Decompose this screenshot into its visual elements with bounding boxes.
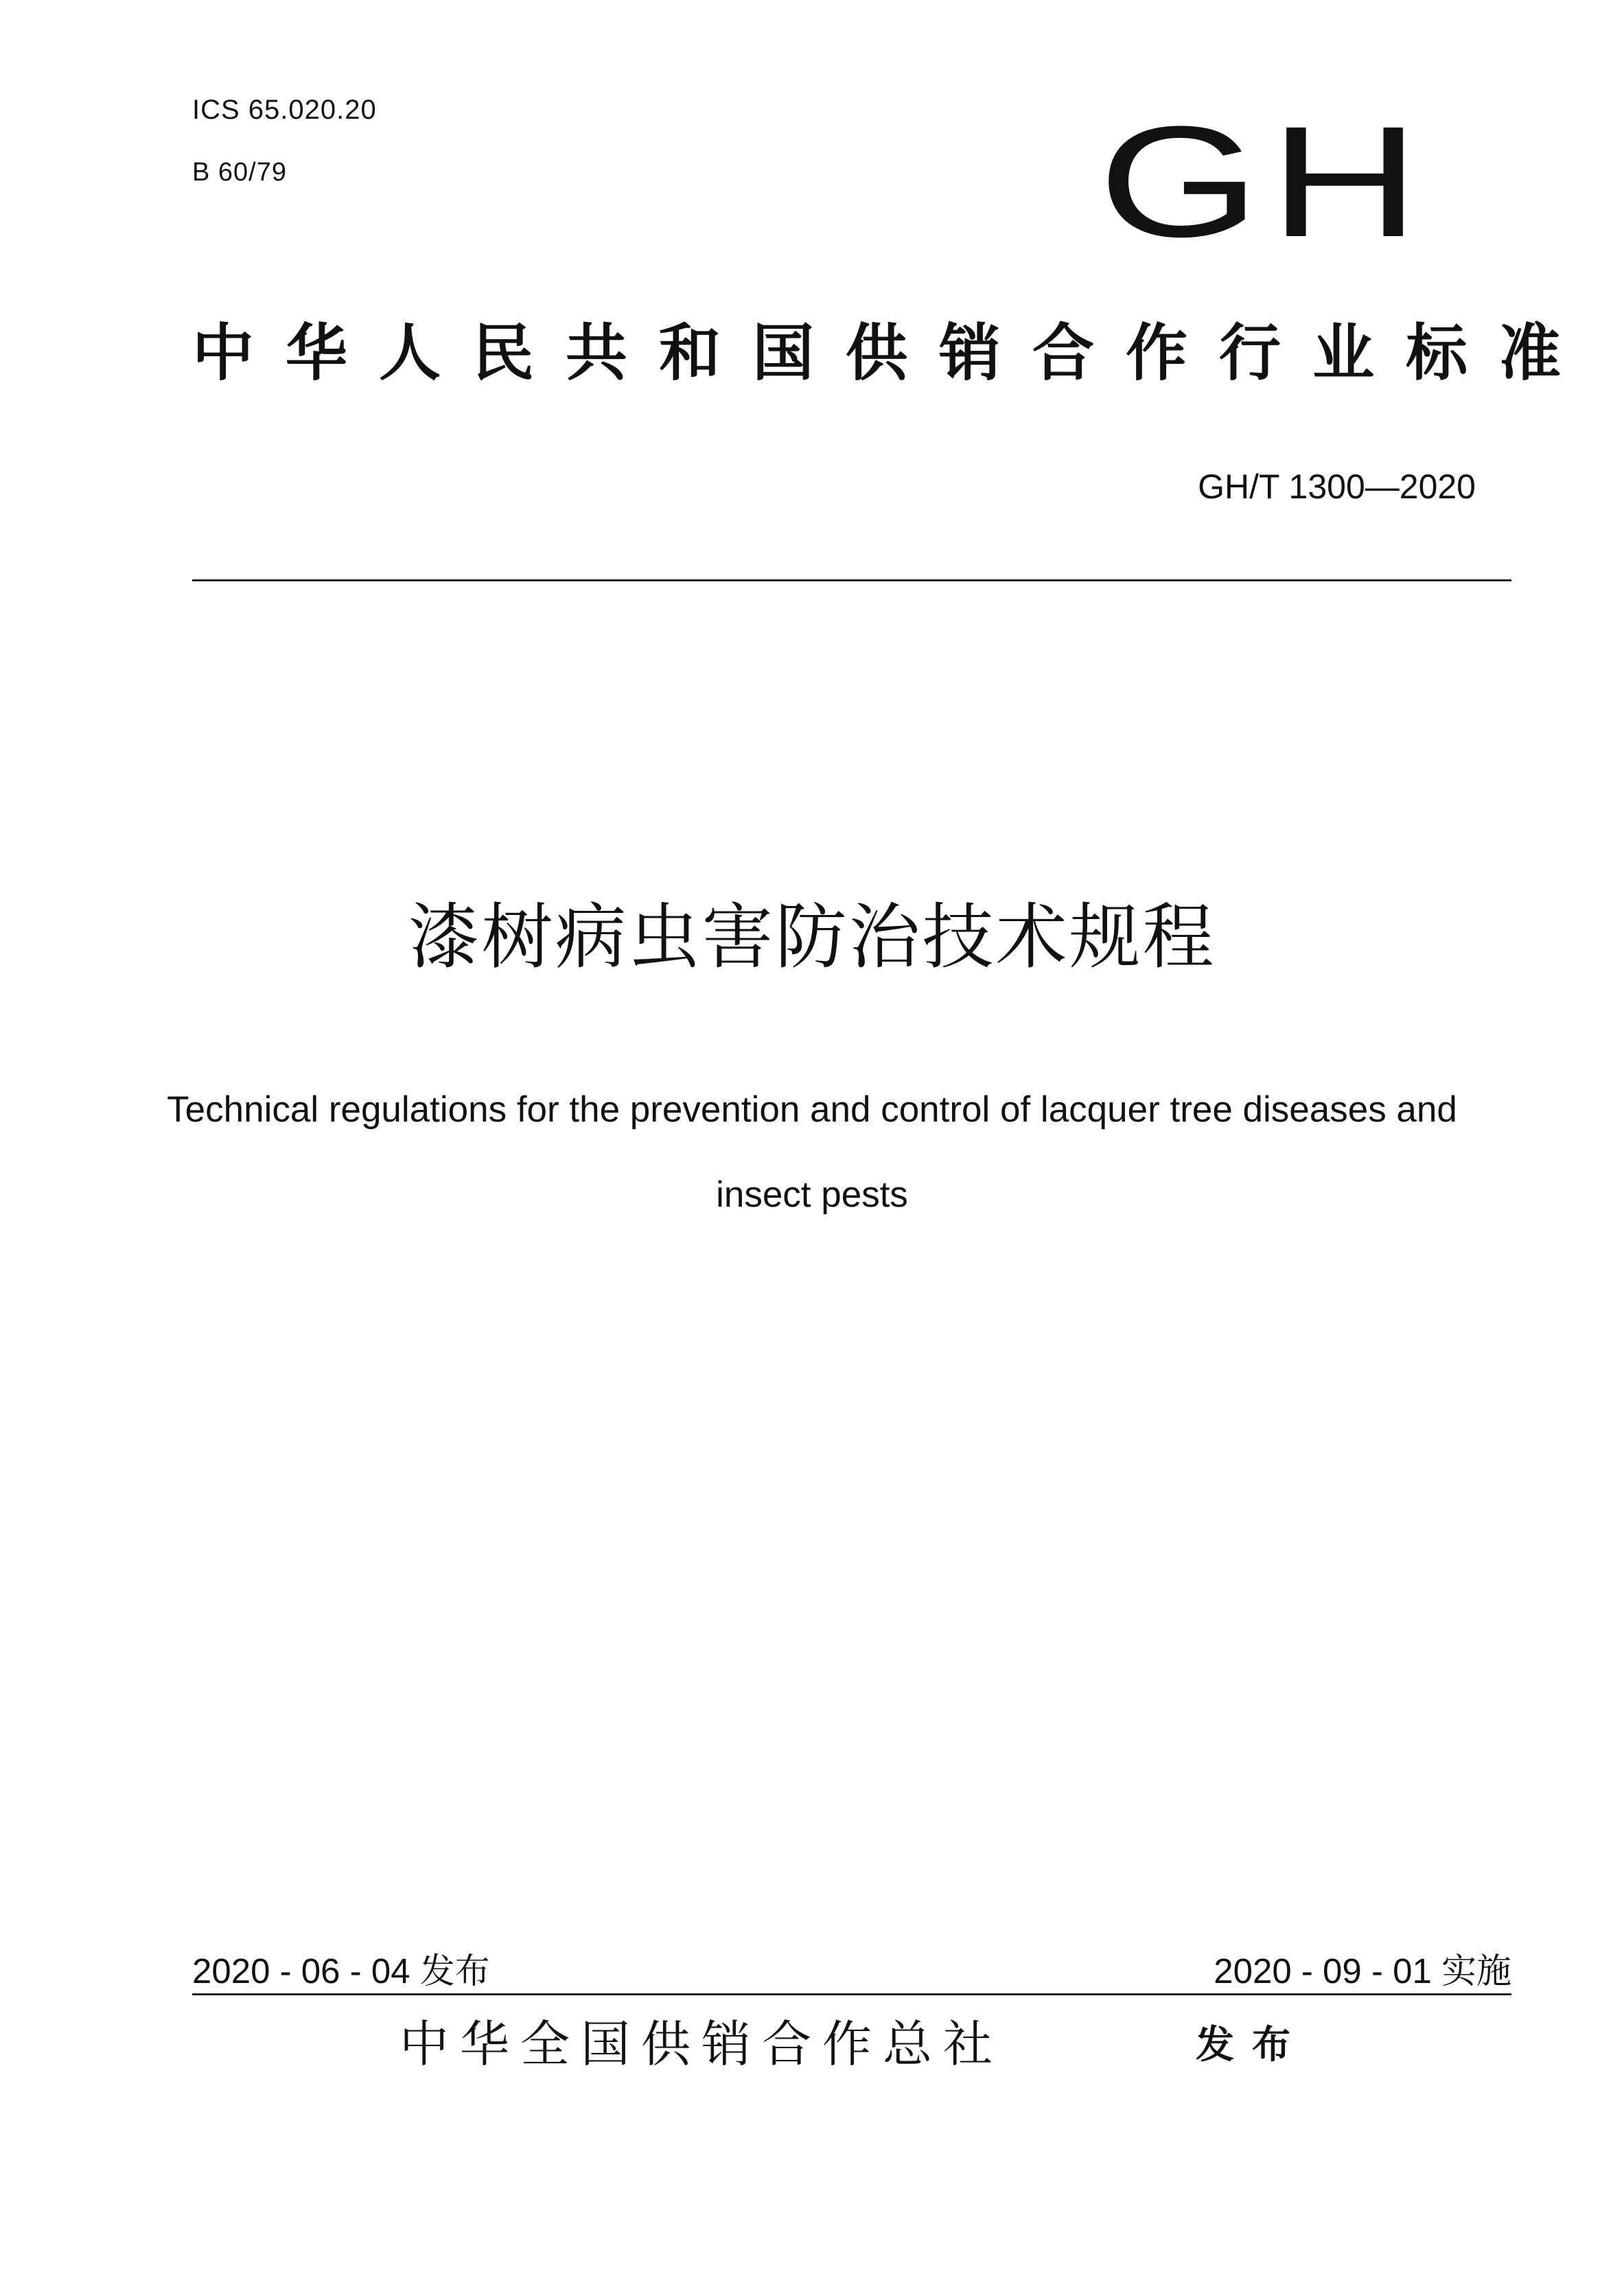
ics-code: ICS 65.020.20 <box>192 95 377 125</box>
standard-number: GH/T 1300—2020 <box>1198 467 1476 506</box>
classification-code: B 60/79 <box>192 158 287 187</box>
gh-logo: GH <box>1098 93 1429 270</box>
issue-action-label: 发布 <box>1196 2023 1308 2067</box>
top-divider <box>192 579 1511 581</box>
publish-date: 2020 - 06 - 04 发布 <box>192 1951 490 1991</box>
issuing-organization: 中华全国供销合作总社 <box>399 2015 1004 2073</box>
standard-category-heading: 中华人民共和国供销合作行业标准 <box>192 317 1592 389</box>
bottom-divider <box>192 1993 1511 1995</box>
document-title-chinese: 漆树病虫害防治技术规程 <box>408 895 1216 979</box>
document-title-english: Technical regulations for the prevention and control of lacquer tree diseases and insect pests <box>167 1089 1457 1215</box>
effective-date: 2020 - 09 - 01 实施 <box>1214 1951 1511 1991</box>
